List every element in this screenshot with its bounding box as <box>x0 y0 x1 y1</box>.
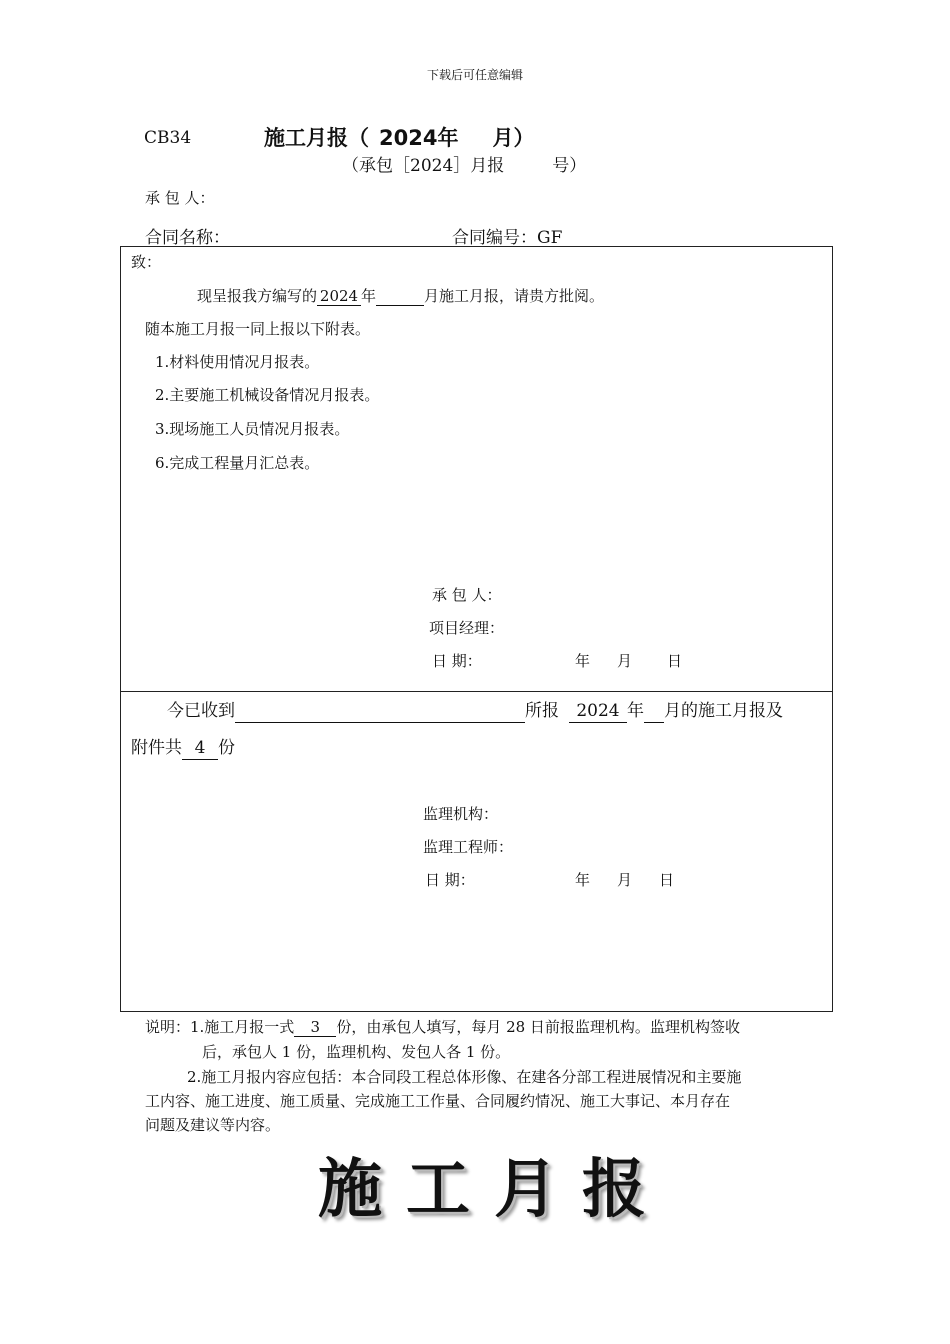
attachment-item: 1.材料使用情况月报表。 <box>155 353 320 371</box>
contract-no-label: 合同编号：GF <box>452 228 563 248</box>
sign-date-year: 年 <box>575 871 591 889</box>
sign-date-day: 日 <box>667 652 683 670</box>
sign-date-label: 日 期： <box>425 871 475 889</box>
contract-name-label: 合同名称： <box>145 228 230 248</box>
sign-date-month: 月 <box>617 871 633 889</box>
line1-nian: 年 <box>361 287 377 305</box>
sign-supervision-engineer: 监理工程师： <box>423 838 514 856</box>
report-line-2: 随本施工月报一同上报以下附表。 <box>145 320 371 338</box>
line1-pre: 现呈报我方编写的 <box>197 287 318 305</box>
download-note: 下载后可任意编辑 <box>426 68 523 82</box>
line1-post: 月施工月报，请贵方批阅。 <box>424 287 605 305</box>
attachment-item: 3.现场施工人员情况月报表。 <box>155 420 350 438</box>
received-pre: 今已收到 <box>167 701 235 721</box>
line1-month-blank <box>376 288 424 306</box>
subtitle-num: 号） <box>552 156 587 176</box>
note-1-line-2: 后，承包人 1 份，监理机构、发包人各 1 份。 <box>202 1043 511 1061</box>
subtitle-text: （承包［2024］月报 <box>342 156 505 176</box>
received-year: 2024 <box>569 702 627 723</box>
big-report-title: 施工月报 <box>318 1152 670 1227</box>
title-nian: 年 <box>437 126 459 150</box>
title-year: 2024 <box>379 126 438 150</box>
contractor-label: 承 包 人： <box>145 189 215 207</box>
received-blank <box>235 703 525 723</box>
sign-date-month: 月 <box>617 652 633 670</box>
note-2-line-1: 2.施工月报内容应包括：本合同段工程总体形像、在建各分部工程进展情况和主要施 <box>187 1068 742 1086</box>
received-post: 月的施工月报及 <box>664 701 783 721</box>
attach-pre: 附件共 <box>131 738 182 758</box>
receipt-line-2 <box>131 733 235 760</box>
report-line-1 <box>197 285 604 306</box>
received-nian: 年 <box>627 701 644 721</box>
attachment-item: 6.完成工程量月汇总表。 <box>155 454 320 472</box>
attach-post: 份 <box>218 738 235 758</box>
note-1-pre: 说明：1.施工月报一式 <box>145 1018 295 1036</box>
sign-contractor: 承 包 人： <box>432 586 502 604</box>
note-2-line-2: 工内容、施工进度、施工质量、完成施工工作量、合同履约情况、施工大事记、本月存在 <box>145 1092 731 1110</box>
received-month-blank <box>644 703 664 723</box>
receipt-section-box <box>120 691 833 1012</box>
to-label: 致： <box>131 253 162 271</box>
title-main: 施工月报（ <box>264 126 369 150</box>
sign-project-manager: 项目经理： <box>429 619 505 637</box>
note-1-post: 份，由承包人填写，每月 28 日前报监理机构。监理机构签收 <box>336 1018 740 1036</box>
sign-date-day: 日 <box>659 871 675 889</box>
note-1 <box>145 1016 740 1037</box>
note-1-count: 3 <box>294 1019 336 1037</box>
form-code: CB34 <box>144 128 192 148</box>
sign-supervision-org: 监理机构： <box>423 805 499 823</box>
sign-date-year: 年 <box>575 652 591 670</box>
sign-date-label: 日 期： <box>432 652 482 670</box>
report-section-box <box>120 246 833 692</box>
form-title <box>264 122 534 152</box>
receipt-line-1 <box>167 696 783 723</box>
title-month: 月） <box>492 126 535 150</box>
form-subtitle <box>342 151 586 176</box>
line1-year: 2024 <box>317 288 361 306</box>
received-mid: 所报 <box>525 701 559 721</box>
attach-count: 4 <box>182 739 218 760</box>
attachment-item: 2.主要施工机械设备情况月报表。 <box>155 386 380 404</box>
note-2-line-3: 问题及建议等内容。 <box>145 1116 281 1134</box>
